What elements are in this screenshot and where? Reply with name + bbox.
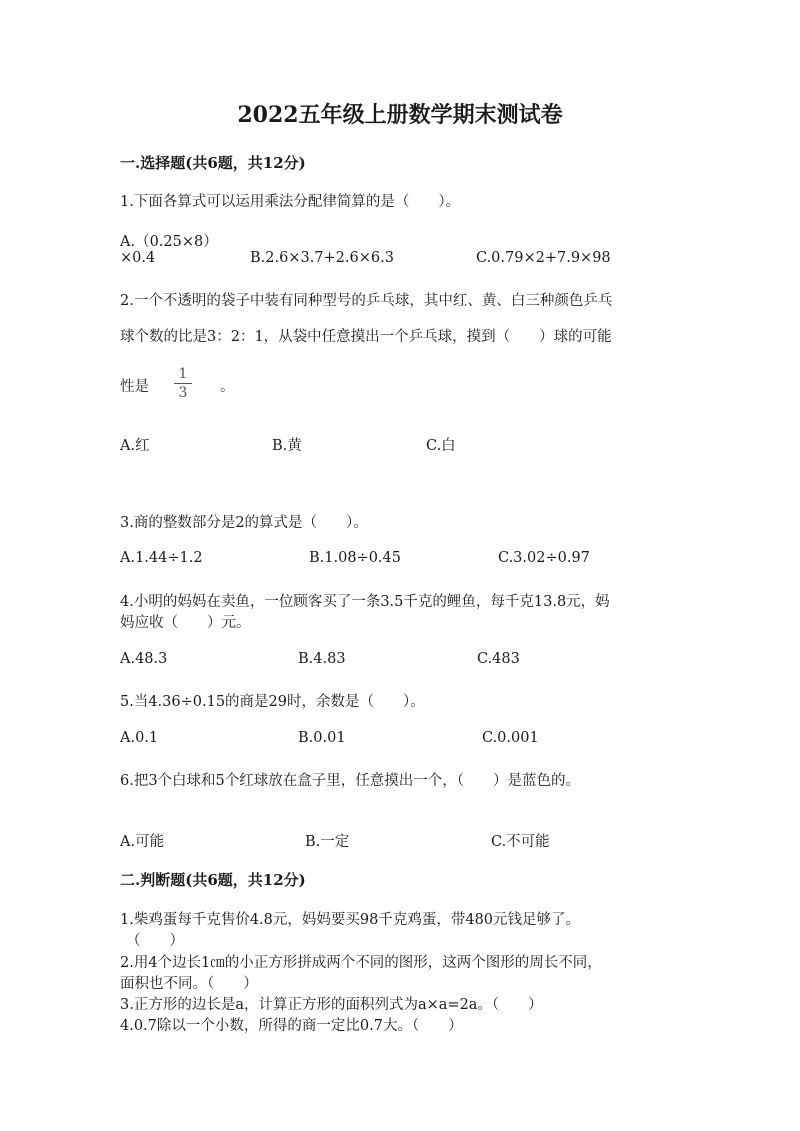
judgment-2-line-2: 面积也不同。（ ） [120,976,258,992]
fraction-bar [174,383,192,384]
question-4-option-c: C.483 [477,651,520,667]
fraction-one-third [172,366,194,401]
fraction-numerator: 1 [178,366,188,382]
question-4-line-1: 4.小明的妈妈在卖鱼，一位顾客买了一条3.5千克的鲤鱼，每千克13.8元，妈 [120,594,610,610]
question-2-option-c: C.白 [426,438,456,454]
question-5-stem: 5.当4.36÷0.15的商是29时，余数是（ ）。 [120,694,425,710]
question-6-option-b: B.一定 [305,834,350,850]
question-1-option-a-cont: ×0.4 [120,250,156,266]
question-6-option-c: C.不可能 [491,834,550,850]
question-5-option-b: B.0.01 [298,730,346,746]
question-3-option-b: B.1.08÷0.45 [309,550,401,566]
question-4-option-a: A.48.3 [120,651,168,667]
question-4-option-b: B.4.83 [298,651,346,667]
judgment-1-line-1: 1.柴鸡蛋每千克售价4.8元，妈妈要买98千克鸡蛋，带480元钱足够了。 [120,912,581,928]
question-3-stem: 3.商的整数部分是2的算式是（ ）。 [120,515,368,531]
question-2-line-2: 球个数的比是3：2：1，从袋中任意摸出一个乒乓球，摸到（ ）球的可能 [120,329,612,345]
section-heading-choice: 一.选择题(共6题，共12分) [120,154,306,172]
question-1-option-c: C.0.79×2+7.9×98 [476,250,611,266]
question-2-line-3: 性是 [120,379,149,395]
fraction-denominator: 3 [178,385,188,401]
judgment-3: 3.正方形的边长是a，计算正方形的面积列式为a×a=2a。（ ） [120,997,543,1013]
section-heading-judgment: 二.判断题(共6题，共12分) [120,871,306,889]
question-2-option-a: A.红 [120,438,150,454]
question-3-option-a: A.1.44÷1.2 [120,550,203,566]
question-5-option-c: C.0.001 [482,730,539,746]
judgment-4: 4.0.7除以一个小数，所得的商一定比0.7大。（ ） [120,1018,463,1034]
question-2-line-1: 2.一个不透明的袋子中装有同种型号的乒乓球，其中红、黄、白三种颜色乒乓 [120,293,613,309]
question-1-stem: 1.下面各算式可以运用乘法分配律简算的是（ ）。 [120,194,461,210]
judgment-1-line-2: （ ） [126,933,184,949]
page-title: 2022五年级上册数学期末测试卷 [237,102,563,128]
question-5-option-a: A.0.1 [120,730,159,746]
question-6-option-a: A.可能 [120,834,165,850]
question-1-option-b: B.2.6×3.7+2.6×6.3 [250,250,394,266]
question-3-option-c: C.3.02÷0.97 [498,550,590,566]
judgment-2-line-1: 2.用4个边长1㎝的小正方形拼成两个不同的图形，这两个图形的周长不同， [120,955,602,971]
question-1-option-a: A.（0.25×8） [120,234,218,250]
question-4-line-2: 妈应收（ ）元。 [120,615,251,631]
question-6-stem: 6.把3个白球和5个红球放在盒子里，任意摸出一个，（ ）是蓝色的。 [120,773,581,789]
question-2-line-3-end: 。 [220,379,235,395]
question-2-option-b: B.黄 [272,438,302,454]
